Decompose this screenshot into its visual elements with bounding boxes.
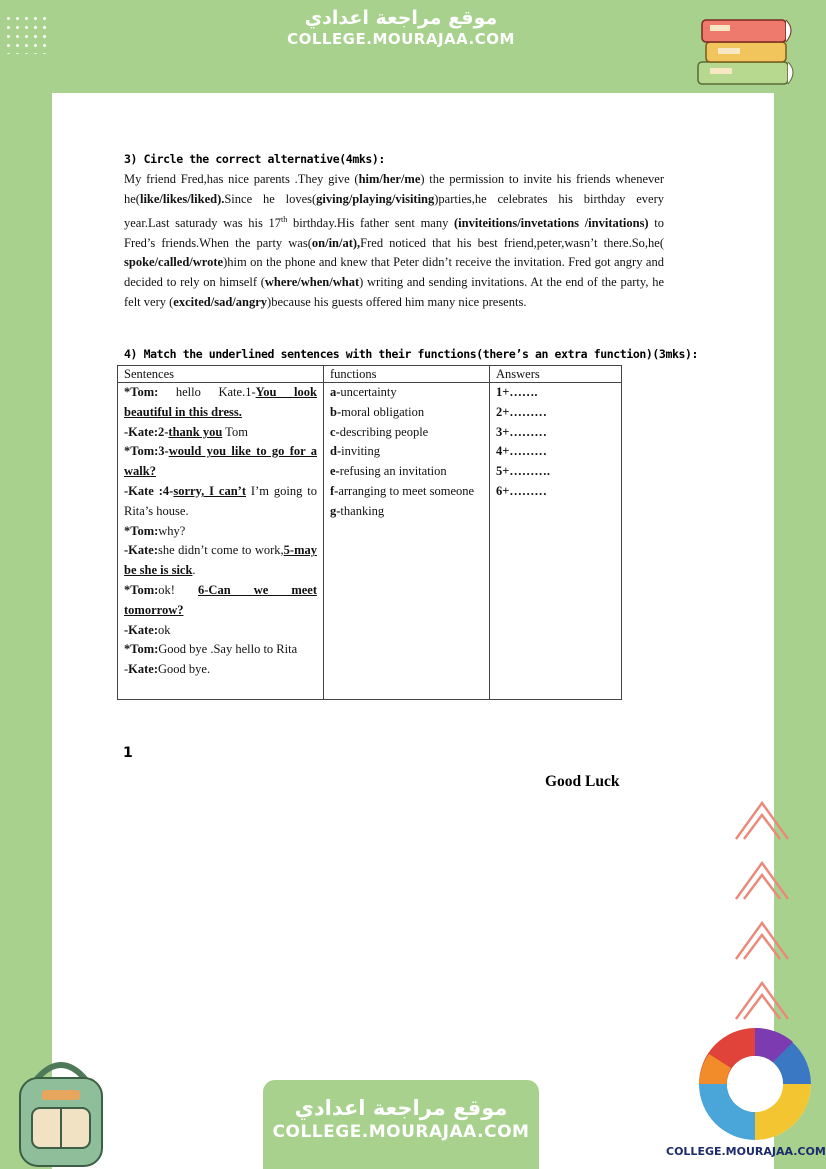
dialogue-line: -Kate:ok [124, 622, 171, 637]
header-site[interactable]: COLLEGE.MOURAJAA.COM [287, 30, 515, 48]
answer-slot[interactable]: 6+……… [496, 483, 547, 498]
backpack-icon [6, 1050, 116, 1169]
footer-arabic: موقع مراجعة اعدادي [294, 1096, 508, 1120]
dialogue-line: *Tom:3-would you like to go for a walk? [124, 444, 317, 479]
answer-slot[interactable]: 4+……… [496, 444, 547, 459]
header-sentences: Sentences [118, 366, 324, 383]
answer-slot[interactable]: 2+……… [496, 404, 547, 419]
dialogue-line: -Kate:Good bye. [124, 662, 211, 677]
footer-site[interactable]: COLLEGE.MOURAJAA.COM [272, 1122, 530, 1142]
dialogue-line: *Tom:ok! 6-Can we meet tomorrow? [124, 582, 318, 617]
dialogue-line: -Kate :4-sorry, I can’t I’m going to Rita’s house. [124, 483, 318, 518]
books-icon [690, 10, 800, 100]
answer-slot[interactable]: 3+……… [496, 424, 547, 439]
header-functions: functions [324, 366, 490, 383]
function-item: f-arranging to meet someone [330, 483, 475, 498]
function-item: a-uncertainty [330, 385, 397, 399]
functions-cell [324, 383, 490, 700]
school-logo-icon [693, 1022, 817, 1146]
dialogue-line: -Kate:she didn’t come to work,5-may be she is sick. [124, 543, 317, 578]
dialogue-line: -Kate:2-thank you Tom [124, 424, 248, 439]
function-item: g-thanking [330, 503, 385, 518]
header-answers: Answers [490, 366, 622, 383]
sentences-cell [118, 383, 324, 700]
function-item: e-refusing an invitation [330, 464, 447, 479]
dialogue-line: *Tom:why? [124, 523, 186, 538]
dialogue-line: *Tom: hello Kate.1-You look beautiful in this dress. [124, 385, 317, 419]
function-item: d-inviting [330, 444, 381, 459]
logo-site-text[interactable]: COLLEGE.MOURAJAA.COM [666, 1145, 826, 1158]
answer-slot[interactable]: 5+………. [496, 464, 550, 479]
closing-text: Good Luck [545, 773, 620, 790]
section3-paragraph: My friend Fred,has nice parents .They give (him/her/me) the permission to invite his friends whenever he(like/likes/liked).Since he loves(giving/playing/visiting)parties,he celebrates his birthday every year.Last saturady was his 17th birthday.His father sent many (inviteitions/invetations /invitations) to Fred’s friends.When the party was(on/in/at),Fred noticed that his best friend,peter,wasn’t there.So,he( spoke/called/wrote)him on the phone and knew that Peter didn’t receive the invitation. Fred got angry and decided to rely on himself (where/when/what) writing and sending invitations. At the end of the party, he felt very (excited/sad/angry)because his guests offered him many nice presents. [124, 172, 665, 309]
footer-banner [263, 1080, 539, 1169]
section3-title: 3) Circle the correct alternative(4mks): [124, 152, 385, 166]
function-item: b-moral obligation [330, 404, 425, 419]
header-banner [263, 0, 539, 58]
chevron-decoration-icon [732, 795, 792, 1035]
function-item: c-describing people [330, 424, 429, 439]
page-number: 1 [123, 745, 133, 761]
answer-slot[interactable]: 1+……. [496, 385, 538, 399]
matching-table [117, 365, 622, 700]
dot-pattern [4, 14, 52, 54]
section4-title: 4) Match the underlined sentences with their functions(there’s an extra function)(3mks): [124, 347, 699, 361]
header-arabic: موقع مراجعة اعدادي [304, 7, 498, 29]
dialogue-line: *Tom:Good bye .Say hello to Rita [124, 642, 298, 657]
answers-cell [490, 383, 622, 700]
